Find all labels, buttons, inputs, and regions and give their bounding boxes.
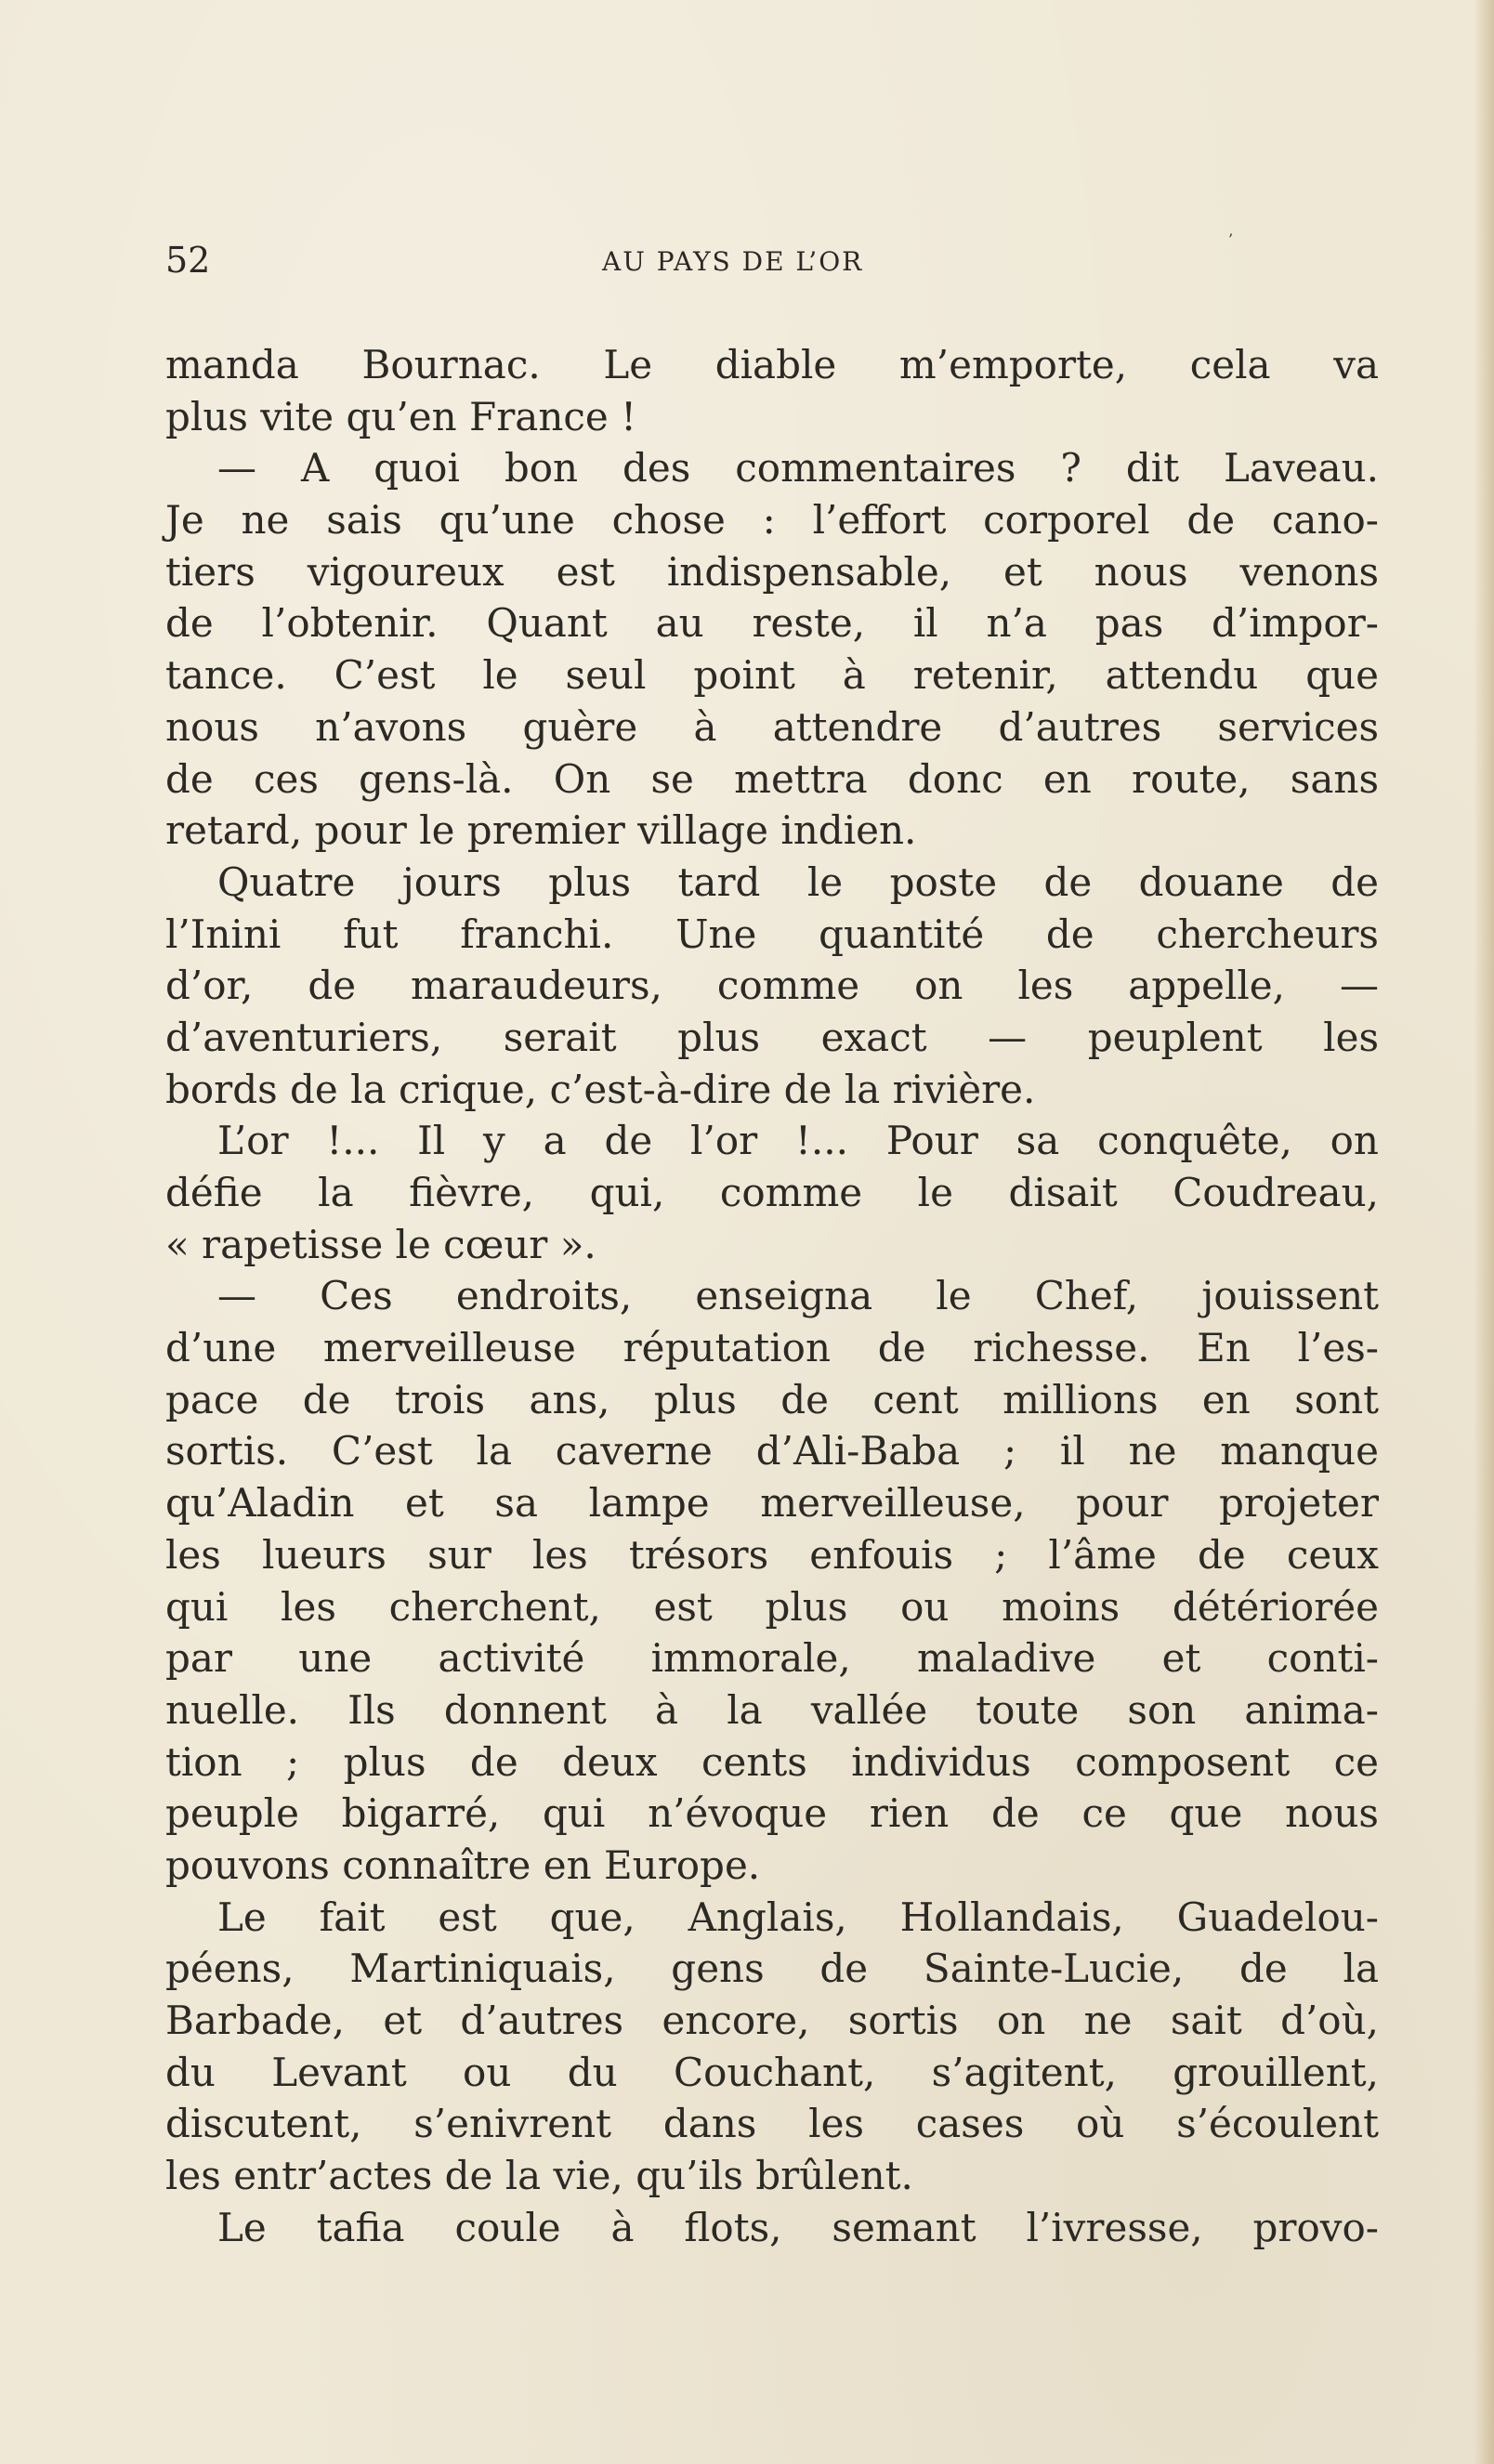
text-line: les lueurs sur les trésors enfouis ; l’âme de ceux <box>165 1531 1379 1578</box>
page-header <box>165 237 1383 293</box>
text-line: Je ne sais qu’une chose : l’effort corporel de cano- <box>165 497 1379 544</box>
text-line: l’Inini fut franchi. Une quantité de chercheurs <box>165 911 1379 957</box>
text-line: d’une merveilleuse réputation de richesse. En l’es- <box>165 1325 1379 1371</box>
text-line: d’aventuriers, serait plus exact — peuplent les <box>165 1014 1379 1060</box>
text-line: — A quoi bon des commentaires ? dit Laveau. <box>217 445 1379 491</box>
text-line: défie la fièvre, qui, comme le disait Coudreau, <box>165 1170 1379 1215</box>
text-line: Barbade, et d’autres encore, sortis on ne sait d’où, <box>165 1998 1379 2043</box>
text-line: bords de la crique, c’est-à-dire de la rivière. <box>165 1066 1036 1112</box>
text-line: « rapetisse le cœur ». <box>165 1221 596 1267</box>
text-line: tion ; plus de deux cents individus composent ce <box>165 1738 1379 1785</box>
text-line: tance. C’est le seul point à retenir, attendu que <box>165 652 1379 699</box>
text-line: pouvons connaître en Europe. <box>165 1841 761 1888</box>
text-line: nous n’avons guère à attendre d’autres services <box>165 703 1379 750</box>
text-line: pace de trois ans, plus de cent millions en sont <box>165 1376 1379 1422</box>
text-line: Quatre jours plus tard le poste de douane de <box>217 858 1379 905</box>
text-line: L’or !... Il y a de l’or !... Pour sa conquête, on <box>217 1118 1379 1164</box>
text-line: péens, Martiniquais, gens de Sainte-Lucie, de la <box>165 1946 1379 1992</box>
text-line: du Levant ou du Couchant, s’agitent, grouillent, <box>165 2049 1379 2095</box>
running-title: AU PAYS DE L’OR <box>602 246 864 277</box>
text-line: Le fait est que, Anglais, Hollandais, Guadelou- <box>217 1894 1379 1940</box>
text-line: de ces gens-là. On se mettra donc en route, sans <box>165 755 1379 802</box>
text-line: peuple bigarré, qui n’évoque rien de ce que nous <box>165 1790 1379 1837</box>
text-line: Le tafia coule à flots, semant l’ivresse, provo- <box>217 2204 1379 2250</box>
text-line: discutent, s’enivrent dans les cases où s’écoulent <box>165 2101 1379 2147</box>
text-line: les entr’actes de la vie, qu’ils brûlent. <box>165 2153 913 2199</box>
page-edge <box>1474 0 1494 2464</box>
text-line: manda Bournac. Le diable m’emporte, cela va <box>165 342 1379 387</box>
text-line: de l’obtenir. Quant au reste, il n’a pas d’impor- <box>165 600 1379 647</box>
text-line: d’or, de maraudeurs, comme on les appelle, — <box>165 963 1379 1009</box>
text-line: retard, pour le premier village indien. <box>165 807 917 854</box>
text-line: — Ces endroits, enseigna le Chef, jouissent <box>217 1273 1379 1319</box>
ink-speck: ’ <box>1228 230 1234 248</box>
text-line: qu’Aladin et sa lampe merveilleuse, pour projeter <box>165 1480 1379 1527</box>
text-line: plus vite qu’en France ! <box>165 393 636 439</box>
page-number: 52 <box>165 240 211 281</box>
text-line: nuelle. Ils donnent à la vallée toute son anima- <box>165 1686 1379 1733</box>
body-text <box>165 339 1379 2253</box>
text-line: qui les cherchent, est plus ou moins détériorée <box>165 1583 1379 1630</box>
text-line: par une activité immorale, maladive et conti- <box>165 1635 1379 1682</box>
text-line: tiers vigoureux est indispensable, et nous venons <box>165 548 1379 595</box>
text-line: sortis. C’est la caverne d’Ali-Baba ; il ne manque <box>165 1428 1379 1474</box>
